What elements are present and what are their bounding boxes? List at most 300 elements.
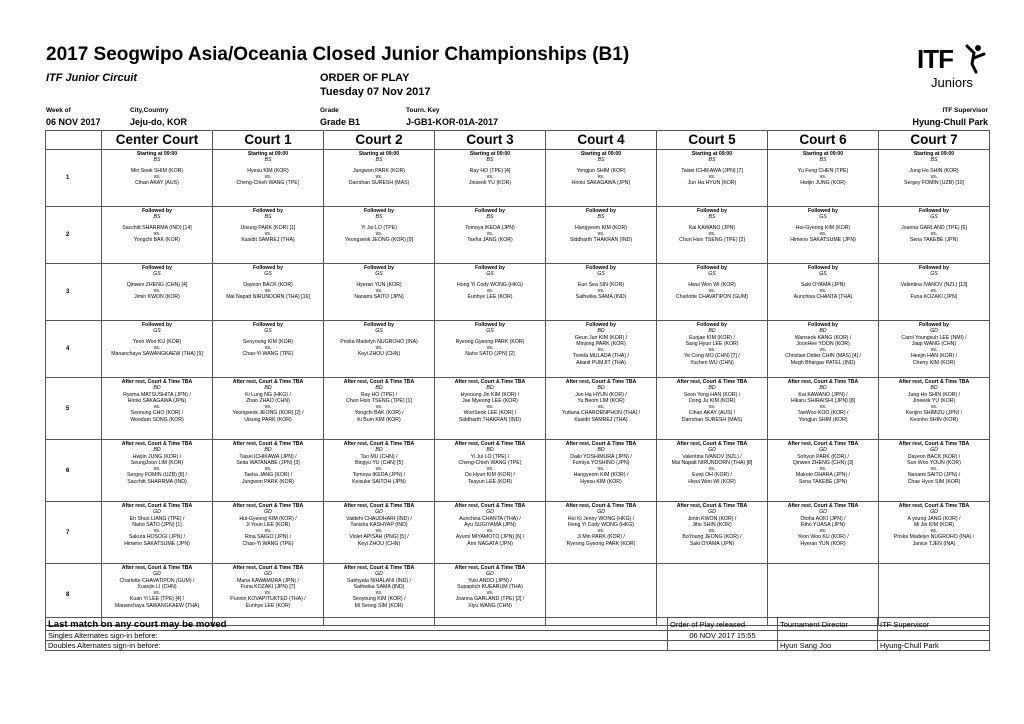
player-name: SeungJoon LIM (KOR) <box>130 459 184 466</box>
player-name: Punnin KOVAPITUKTED (THA) / <box>230 596 306 603</box>
player-name: Geun Jun KIM (KOR) / <box>574 334 628 341</box>
match-cell <box>768 502 879 564</box>
match-number: 5 <box>46 378 102 440</box>
match-time: Starting at 09:00 <box>802 151 844 157</box>
event-code: GD <box>375 571 383 578</box>
event-code: GS <box>153 328 161 335</box>
court-header: Court 5 <box>657 131 768 150</box>
player-name: Uisung PARK (KOR) <box>244 416 292 423</box>
match-time: After rest, Court & Time TBA <box>565 441 637 447</box>
city-value: Jeju-do, KOR <box>130 117 188 127</box>
player-name: Aunchisa CHANTA (THA) <box>793 294 853 301</box>
vs-label: vs. <box>819 173 827 180</box>
player-name: Supapitch KUEARUM (THA) <box>457 583 523 590</box>
match-cell <box>879 321 990 378</box>
player-name: Hwijin JUNG (KOR) <box>800 180 846 187</box>
event-code: GD <box>819 509 827 516</box>
player-name: Yu Beom LIM (KOR) <box>577 397 625 404</box>
event-code: BS <box>153 157 161 164</box>
city-label: City,Country <box>130 107 169 114</box>
tourn-key-value: J-GB1-KOR-01A-2017 <box>406 117 499 127</box>
match-cell <box>435 502 546 564</box>
player-name: Hoi Ki Jenny WONG (HKG) / <box>567 515 635 522</box>
event-code: GD <box>597 509 605 516</box>
match-time: Starting at 09:00 <box>247 151 289 157</box>
player-name: Dayeon BACK (KOR) / <box>907 453 961 460</box>
event-code: GD <box>930 509 938 516</box>
player-name: JoonHee YOON (KOR) <box>796 340 850 347</box>
player-name: Sang Hyun LEE (KOR) <box>685 340 739 347</box>
event-code: BS <box>264 214 272 221</box>
event-code: BS <box>708 157 716 164</box>
vs-label: vs. <box>819 466 827 473</box>
match-time: After rest, Court & Time TBA <box>676 379 748 385</box>
vs-label: vs. <box>819 347 827 354</box>
vs-label: vs. <box>819 287 827 294</box>
match-time: Followed by <box>808 208 838 214</box>
player-name: Jun Ha HYUN (KOR) <box>687 180 737 187</box>
player-name: Ryeong Gyeong PARK (KOR) <box>566 540 636 547</box>
event-code: BD <box>819 385 827 392</box>
vs-label: vs. <box>153 230 161 237</box>
td-blank <box>778 631 878 641</box>
player-name: Yuttana CHAROENPHON (THA) / <box>561 410 641 417</box>
match-cell <box>213 378 324 440</box>
vs-label: vs. <box>264 287 272 294</box>
match-time: Starting at 09:00 <box>580 151 622 157</box>
player-name: Jineeok YU (KOR) <box>912 397 956 404</box>
event-code: BS <box>153 214 161 221</box>
match-time: After rest, Court & Time TBA <box>454 379 526 385</box>
match-time: Followed by <box>364 322 394 328</box>
player-name: Eunji OH (KOR) / <box>692 472 732 479</box>
player-name: Christian Didier CHIN (MAS) [4] / <box>785 353 861 360</box>
player-name: Riho YUASA (JPN) <box>800 521 845 528</box>
match-time: Starting at 09:00 <box>358 151 400 157</box>
released-label: Order of Play released <box>668 618 778 631</box>
match-cell <box>546 321 657 378</box>
player-name: Yi Jui LO (TPE) / <box>470 453 510 460</box>
player-name: Qinwen ZHENG (CHN) [3] <box>792 459 854 466</box>
match-number: 7 <box>46 502 102 564</box>
match-time: Followed by <box>697 265 727 271</box>
match-row <box>46 440 990 502</box>
vs-label: vs. <box>486 173 494 180</box>
player-name: Jimin KWON (KOR) / <box>687 515 737 522</box>
player-name: Himeno SAKATSUME (JPN) <box>790 237 856 244</box>
doubles-alternates: Doubles Alternates sign-in before: <box>46 641 668 651</box>
match-time: Starting at 09:00 <box>913 151 955 157</box>
itf-juniors-logo <box>917 44 989 96</box>
event-code: BD <box>486 447 494 454</box>
player-name: Cihan AKAY (AUS) <box>135 180 179 187</box>
event-code: GS <box>819 271 827 278</box>
event-code: BD <box>708 385 716 392</box>
player-name: Sena TAKEBE (JPN) <box>798 478 848 485</box>
event-code: BD <box>153 385 161 392</box>
match-number: 8 <box>46 564 102 626</box>
vs-label: vs. <box>486 528 494 535</box>
player-name: Sacchitt SHARRMA (IND) <box>127 478 187 485</box>
event-code: BS <box>264 157 272 164</box>
match-cell <box>213 150 324 207</box>
match-cell <box>546 502 657 564</box>
event-code: GS <box>486 328 494 335</box>
match-time: After rest, Court & Time TBA <box>343 503 415 509</box>
match-cell <box>768 440 879 502</box>
vs-label: vs. <box>597 404 605 411</box>
player-name: Saki OYAMA (JPN) <box>800 281 846 288</box>
event-code: BD <box>486 385 494 392</box>
player-name: Sakura HOSOGI (JPN) / <box>128 534 186 541</box>
match-cell <box>435 207 546 264</box>
player-name: Charlotte CHAVATIPON (GUM) <box>675 294 749 301</box>
match-cell <box>546 207 657 264</box>
player-name: Ji Youn LEE (KOR) <box>245 521 291 528</box>
event-code: GD <box>264 571 272 578</box>
match-cell <box>213 264 324 321</box>
player-name: Yeon Woo KU (KOR) <box>132 338 182 345</box>
match-time: After rest, Court & Time TBA <box>454 503 526 509</box>
player-name: Mananchaya SAWANGKAEW (THA) <box>114 602 200 609</box>
vs-label: vs. <box>930 404 938 411</box>
player-name: En Shuo LIANG (TPE) / <box>129 515 185 522</box>
match-time: Followed by <box>808 322 838 328</box>
match-cell <box>102 264 213 321</box>
vs-label: vs. <box>264 173 272 180</box>
grade-value: Grade B1 <box>320 117 361 127</box>
vs-label: vs. <box>930 347 938 354</box>
player-name: Naho SATO (JPN) [2] <box>465 351 515 358</box>
player-name: Jung Ho SHIN (KOR) <box>909 167 959 174</box>
player-name: Hwui Won WI (KOR) <box>688 281 736 288</box>
player-name: Seoyoung KIM (KOR) <box>242 338 294 345</box>
vs-label: vs. <box>375 466 383 473</box>
player-name: Nanami SAITO (JPN) / <box>907 472 961 479</box>
match-time: After rest, Court & Time TBA <box>232 503 304 509</box>
vs-label: vs. <box>375 404 383 411</box>
player-name: Nanami SAITO (JPN) <box>354 294 404 301</box>
vs-label: vs. <box>153 404 161 411</box>
event-code: BD <box>597 447 605 454</box>
match-time: Followed by <box>919 208 949 214</box>
match-cell <box>768 150 879 207</box>
match-number: 1 <box>46 150 102 207</box>
player-name: Yongjun SHIM (KOR) <box>576 167 626 174</box>
footer-table <box>45 617 990 651</box>
match-time: Followed by <box>808 265 838 271</box>
match-cell <box>324 440 435 502</box>
court-header: Court 3 <box>435 131 546 150</box>
player-name: Jiaqi WANG (CHN) <box>911 340 957 347</box>
event-code: GS <box>708 271 716 278</box>
player-name: Aunchisa CHANTA (THA) / <box>459 515 521 522</box>
ft-supervisor-value: Hyung-Chull Park <box>878 641 990 651</box>
match-cell <box>324 321 435 378</box>
match-cell <box>879 150 990 207</box>
player-name: Sathwika SAMA (IND) <box>353 583 405 590</box>
player-name: Cihan AKAY (AUS) / <box>688 410 736 417</box>
match-time: After rest, Court & Time TBA <box>121 565 193 571</box>
match-time: After rest, Court & Time TBA <box>898 379 970 385</box>
match-time: After rest, Court & Time TBA <box>787 379 859 385</box>
event-code: GD <box>930 328 938 335</box>
page-title: 2017 Seogwipo Asia/Oceania Closed Junior Championships (B1) <box>46 44 630 65</box>
player-name: Sathwika SAMA (IND) <box>575 294 627 301</box>
player-name: Sun Woo YOUN (KOR) <box>907 459 961 466</box>
court-header: Court 1 <box>213 131 324 150</box>
player-name: Keisuke SAITOH (JPN) <box>352 478 406 485</box>
player-name: Jinseok YU (KOR) <box>468 180 512 187</box>
player-name: Hangyeom KIM (KOR) / <box>573 472 629 479</box>
vs-label: vs. <box>819 528 827 535</box>
player-name: Xuanjin LI (CHN) <box>137 583 177 590</box>
court-header: Court 6 <box>768 131 879 150</box>
match-row <box>46 150 990 207</box>
vs-label: vs. <box>375 344 383 351</box>
match-cell <box>879 378 990 440</box>
court-header: Court 7 <box>879 131 990 150</box>
player-name: Hui-Gyeong KIM (KOR) <box>795 224 851 231</box>
player-name: Siddharth THAKRAN (IND) <box>458 416 522 423</box>
player-name: Sergey FOMIN (UZB) [6] / <box>127 472 187 479</box>
player-name: Chun Hsin TSENG (TPE) [2] <box>679 237 745 244</box>
player-name: Keyi ZHOU (CHN) <box>357 351 401 358</box>
match-cell <box>657 321 768 378</box>
player-name: Valentina IVANOV (NZL) / <box>682 453 742 460</box>
match-cell <box>768 378 879 440</box>
header-corner <box>46 131 102 150</box>
event-code: GS <box>930 214 938 221</box>
player-name: Tanisha KASHYAP (IND) <box>350 521 408 528</box>
match-number: 4 <box>46 321 102 378</box>
player-name: Charlotte CHAVATIPON (GUM) / <box>119 577 195 584</box>
match-time: Starting at 09:00 <box>469 151 511 157</box>
player-name: Cheng-Chieh WANG (TPE) <box>236 180 300 187</box>
match-cell <box>324 207 435 264</box>
player-name: Tomoya IKEDA (JPN) / <box>352 472 406 479</box>
event-code: BD <box>153 447 161 454</box>
player-name: Xiyu WANG (CHN) <box>468 602 512 609</box>
player-name: Jungwon PARK (KOR) <box>241 478 295 485</box>
vs-label: vs. <box>375 230 383 237</box>
match-time: After rest, Court & Time TBA <box>565 503 637 509</box>
player-name: Hikaru SHIRAISHI (JPN) [8] <box>790 397 856 404</box>
match-number: 2 <box>46 207 102 264</box>
vs-label: vs. <box>597 173 605 180</box>
match-time: Followed by <box>364 265 394 271</box>
player-name: Mananchaya SAWANGKAEW (THA) [9] <box>111 351 203 358</box>
court-header: Court 4 <box>546 131 657 150</box>
match-time: Followed by <box>253 322 283 328</box>
player-name: Kenjiro SHIMIZU (JPN) / <box>905 410 963 417</box>
player-name: Jiho SHIN (KOR) <box>692 521 732 528</box>
player-name: Eunhye LEE (KOR) <box>467 294 513 301</box>
vs-label: vs. <box>708 466 716 473</box>
logo-subtext: Juniors <box>931 75 973 90</box>
player-name: Zhao ZHAO (CHN) <box>246 397 290 404</box>
player-name: Ray HO (TPE) / <box>360 391 398 398</box>
vs-label: vs. <box>930 528 938 535</box>
match-cell <box>657 207 768 264</box>
match-cell <box>546 264 657 321</box>
match-time: Followed by <box>475 265 505 271</box>
match-cell <box>435 150 546 207</box>
player-name: Woodam SONG (KOR) <box>130 416 184 423</box>
event-code: GS <box>597 271 605 278</box>
player-name: Mana KAWAMURA (JPN) / <box>237 577 299 584</box>
match-time: Followed by <box>697 208 727 214</box>
player-name: Mi Jin KIM (KOR) <box>913 521 955 528</box>
vs-label: vs. <box>375 528 383 535</box>
player-name: TaeWoo KOO (KOR) / <box>797 410 849 417</box>
event-code: GS <box>264 328 272 335</box>
event-code: BS <box>819 157 827 164</box>
player-name: Jung Ho SHIN (KOR) / <box>907 391 961 398</box>
player-name: Megh Bhargav PATEL (IND) <box>790 359 856 366</box>
vs-label: vs. <box>486 287 494 294</box>
player-name: Hiroki SAKAGAWA (JPN) <box>127 397 187 404</box>
player-name: Hong Yi Cody WONG (HKG) <box>456 281 523 288</box>
vs-label: vs. <box>264 466 272 473</box>
match-cell <box>768 207 879 264</box>
player-name: Sergey FOMIN (UZB) [10] <box>904 180 964 187</box>
player-name: Keyi ZHOU (CHN) <box>357 540 401 547</box>
player-name: Eunhye LEE (KOR) <box>245 602 291 609</box>
player-name: Ryeong Gyeong PARK (KOR) <box>455 338 525 345</box>
match-cell <box>102 378 213 440</box>
match-row <box>46 378 990 440</box>
player-name: Otoha AOKI (JPN) / <box>800 515 846 522</box>
event-code: GS <box>930 271 938 278</box>
player-name: Heejin HAN (KOR) / <box>910 353 958 360</box>
vs-label: vs. <box>708 528 716 535</box>
event-code: GD <box>708 509 716 516</box>
match-time: Followed by <box>586 265 616 271</box>
vs-label: vs. <box>708 287 716 294</box>
player-name: Minjong PARK (KOR) <box>576 340 626 347</box>
player-name: Joanna GARLAND (TPE) [6] <box>901 224 967 231</box>
player-name: Makoto OHARA (JPN) / <box>795 472 851 479</box>
event-code: GS <box>375 271 383 278</box>
vs-label: vs. <box>375 287 383 294</box>
event-code: GD <box>486 571 494 578</box>
match-cell <box>324 378 435 440</box>
player-name: Taeha JANG (KOR) / <box>243 472 293 479</box>
player-name: Taisei ICHIKAWA (JPN) [7] <box>681 167 743 174</box>
player-name: Janice TJEN (INA) <box>912 540 956 547</box>
week-value: 06 NOV 2017 <box>46 117 101 127</box>
event-code: BS <box>597 214 605 221</box>
match-cell <box>657 264 768 321</box>
player-name: Cherry KIM (KOR) <box>912 359 956 366</box>
match-cell <box>879 207 990 264</box>
match-cell <box>102 321 213 378</box>
player-name: Naho SATO (JPN) [1] <box>132 521 182 528</box>
player-name: Daiki YOSHIMURA (JPN) / <box>570 453 632 460</box>
player-name: Taeha JANG (KOR) <box>467 237 513 244</box>
player-name: Yongchi BAK (KOR) <box>133 237 181 244</box>
vs-label: vs. <box>597 287 605 294</box>
vs-label: vs. <box>930 173 938 180</box>
ft-supervisor-label: ITF Supervisor <box>878 618 990 631</box>
player-name: Priska Madelyn NUGROHO (INA) <box>340 338 418 345</box>
match-time: Starting at 09:00 <box>136 151 178 157</box>
player-name: Kasidit SAMREJ (THA) <box>574 416 628 423</box>
released-value: 06 NOV 2017 15:55 <box>668 631 778 641</box>
player-name: Seita WATANABE (JPN) [3] <box>236 459 300 466</box>
player-name: Tonkla MULADA (THA) / <box>573 353 629 360</box>
match-cell <box>102 502 213 564</box>
match-cell <box>324 150 435 207</box>
event-code: BS <box>375 157 383 164</box>
event-code: GD <box>264 509 272 516</box>
event-code: BS <box>486 157 494 164</box>
match-cell <box>435 378 546 440</box>
order-of-play-table <box>45 130 990 626</box>
player-name: Chae Hyun SIM (KOR) <box>907 478 961 485</box>
player-name: Mi Seong SIM (KOR) <box>354 602 404 609</box>
match-cell <box>546 440 657 502</box>
match-number: 3 <box>46 264 102 321</box>
player-name: Hyesu KIM (KOR) <box>580 478 622 485</box>
match-cell <box>657 440 768 502</box>
player-name: Kai KAWANO (JPN) / <box>798 391 848 398</box>
player-name: Yeon Woo KU (KOR) / <box>797 534 849 541</box>
vs-label: vs. <box>153 344 161 351</box>
event-code: BS <box>930 157 938 164</box>
event-code: GD <box>930 447 938 454</box>
match-cell <box>102 150 213 207</box>
player-name: Saki OYAMA (JPN) <box>689 540 735 547</box>
player-name: Yongchi BAK (KOR) / <box>354 410 404 417</box>
singles-alternates: Singles Alternates sign-in before: <box>46 631 668 641</box>
player-name: Ayumi MIYAMOTO (JPN) [6] / <box>455 534 525 541</box>
player-name: Kai KAWANO (JPN) <box>688 224 736 231</box>
match-time: After rest, Court & Time TBA <box>898 441 970 447</box>
player-name: Carol Youngsuh LEE (NMI) / <box>901 334 967 341</box>
player-name: Hwui Won WI (KOR) <box>688 478 736 485</box>
event-code: BD <box>264 447 272 454</box>
match-cell <box>768 321 879 378</box>
match-time: Followed by <box>475 208 505 214</box>
match-cell <box>213 440 324 502</box>
player-name: Chun Hsin TSENG (TPE) [1] <box>346 397 412 404</box>
player-name: Valentina IVANOV (NZL) [13] <box>900 281 968 288</box>
match-row <box>46 207 990 264</box>
player-name: Seoyoung KIM (KOR) / <box>352 596 406 603</box>
match-cell <box>435 321 546 378</box>
match-time: After rest, Court & Time TBA <box>898 503 970 509</box>
supervisor-value: Hyung-Chull Park <box>912 117 988 127</box>
court-header-row <box>46 131 990 150</box>
match-time: Followed by <box>142 322 172 328</box>
player-name: Hyeran YUN (KOR) <box>800 540 846 547</box>
player-name: Tomoya IKEDA (JPN) <box>465 224 515 231</box>
sup-blank <box>878 631 990 641</box>
player-name: Himeno SAKATSUME (JPN) <box>124 540 190 547</box>
player-name: Sacchitt SHARRMA (IND) [14] <box>122 224 192 231</box>
vs-label: vs. <box>264 344 272 351</box>
player-name: Do Hyun KIM (KOR) / <box>465 472 515 479</box>
play-date: Tuesday 07 Nov 2017 <box>320 86 431 98</box>
vs-label: vs. <box>486 404 494 411</box>
player-name: Jae Myeong LEE (KOR) <box>462 397 518 404</box>
player-name: Yongjun SHIM (KOR) <box>798 416 848 423</box>
player-name: Seonung CHO (KOR) / <box>130 410 184 417</box>
event-code: BS <box>375 214 383 221</box>
event-code: GS <box>486 271 494 278</box>
